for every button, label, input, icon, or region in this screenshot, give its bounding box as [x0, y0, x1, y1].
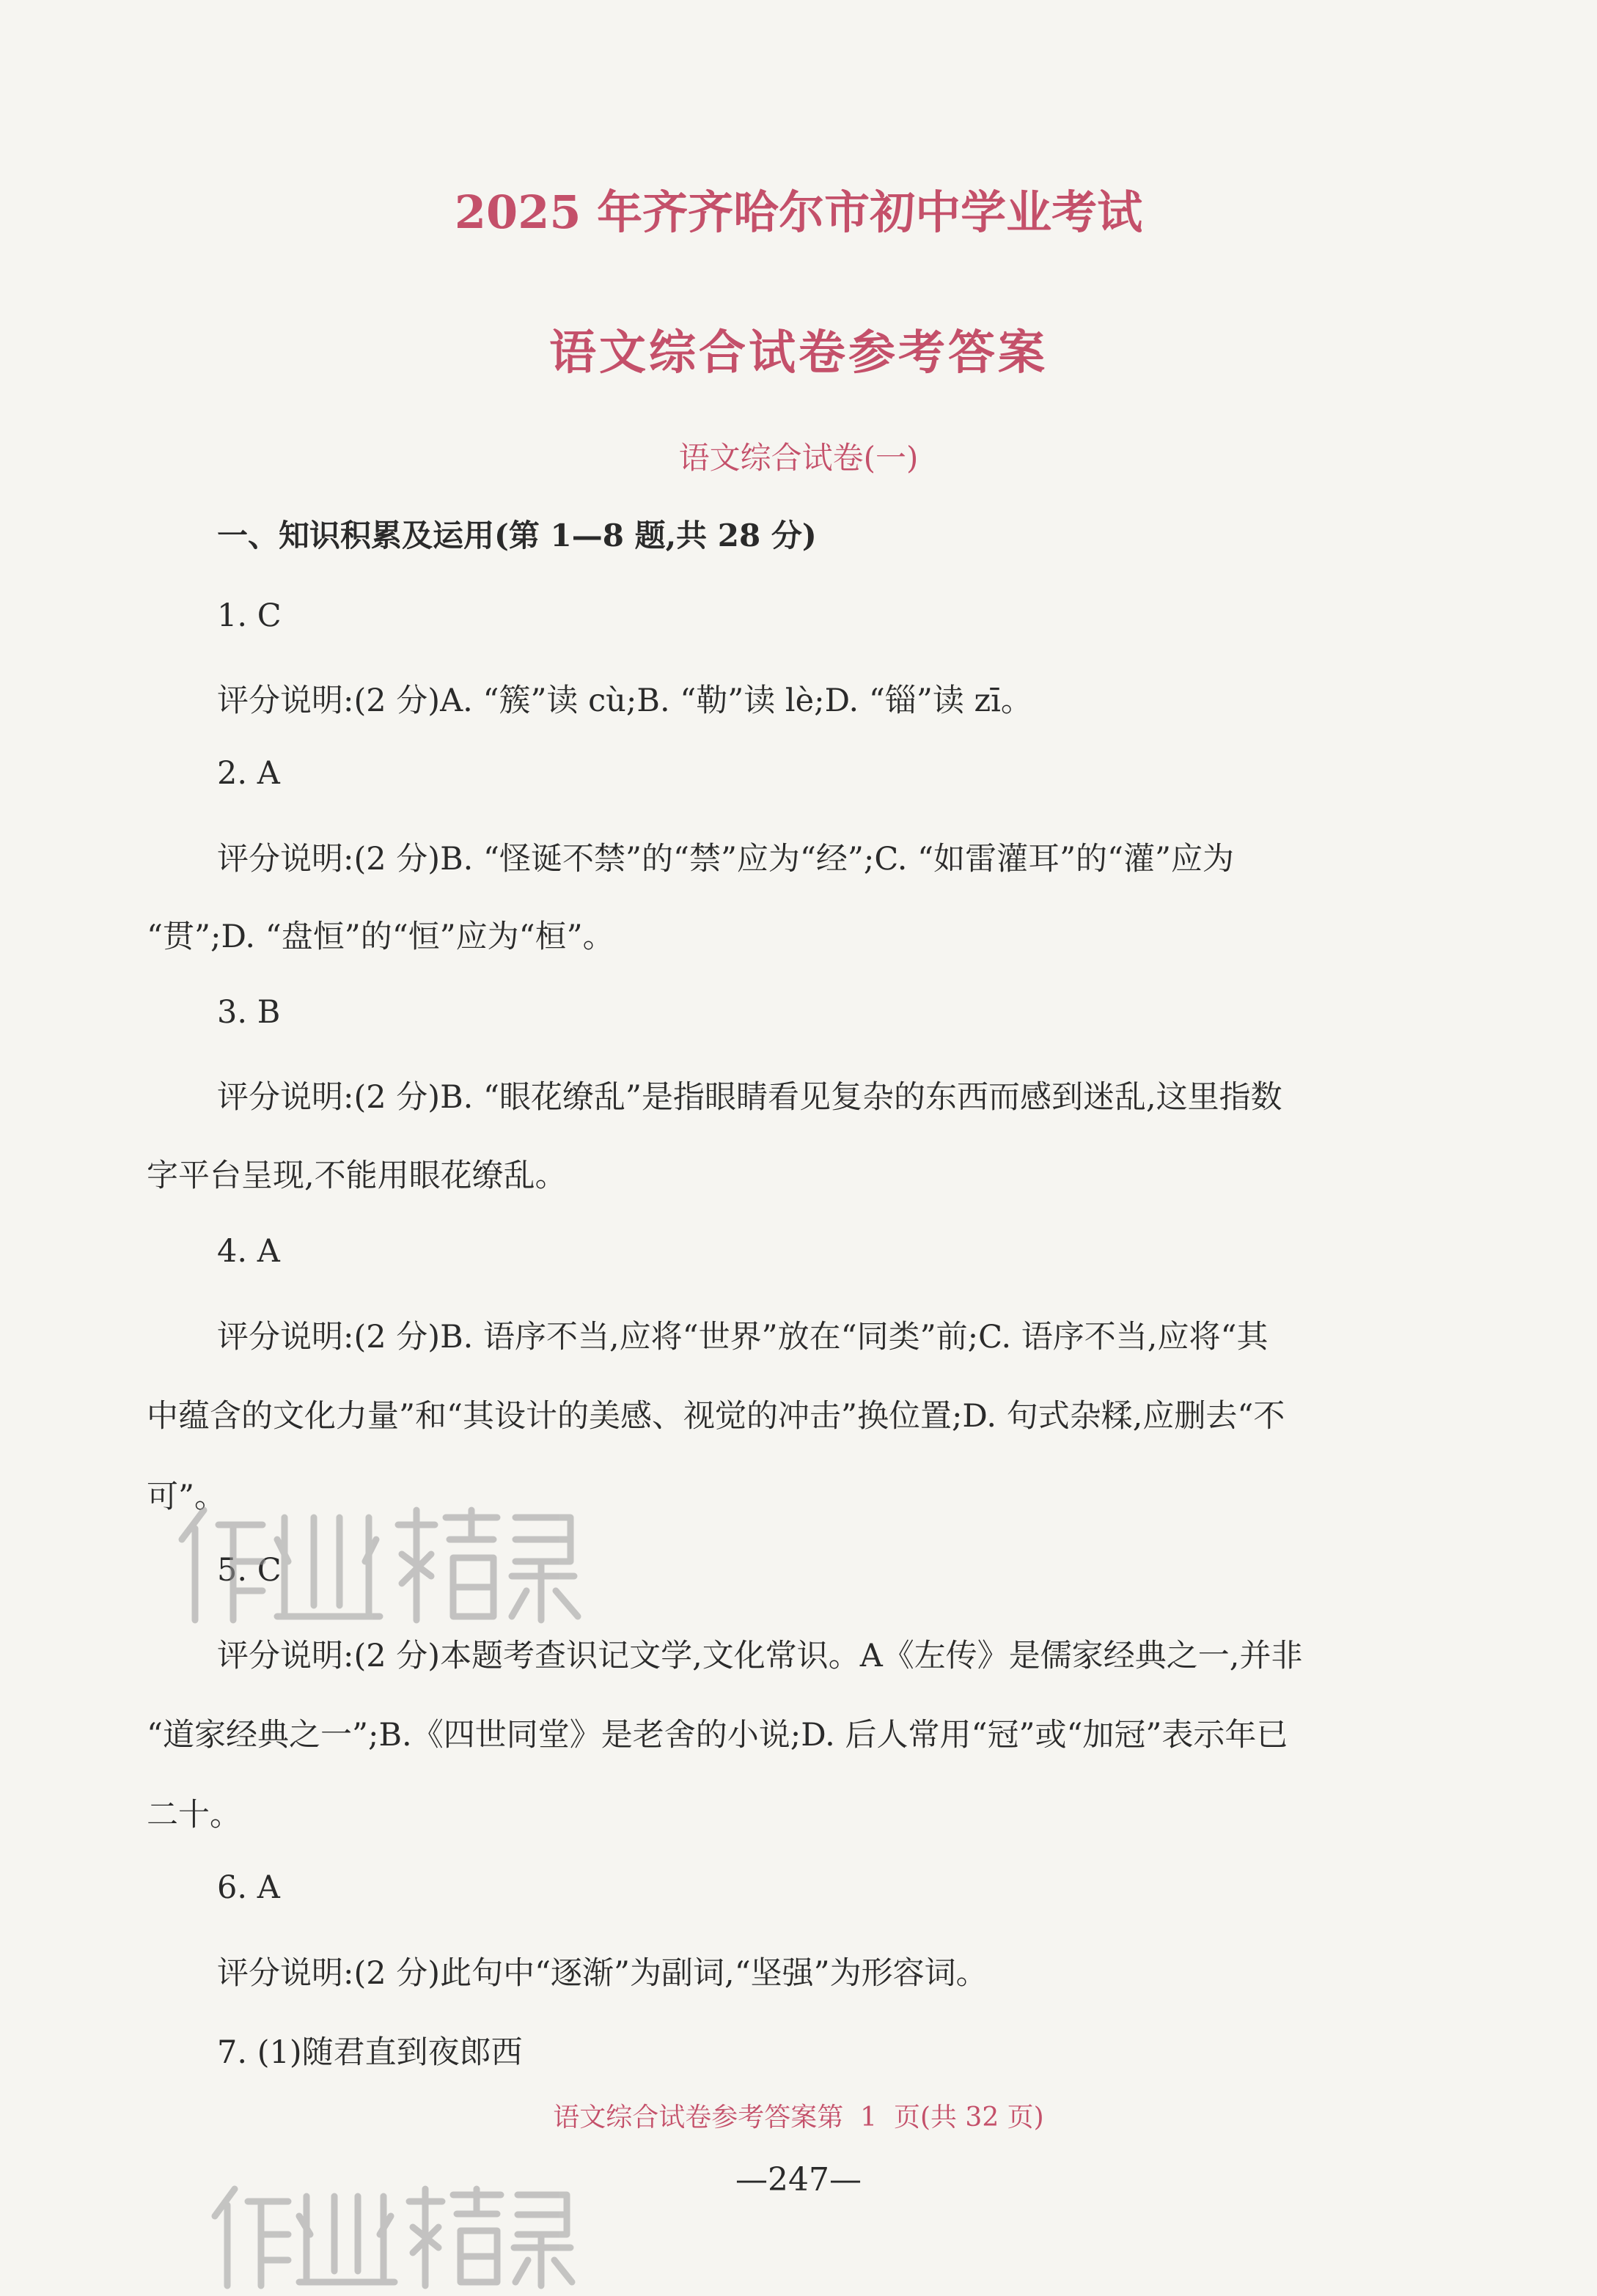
answer-7: 7. (1)随君直到夜郎西: [217, 2034, 523, 2071]
running-footer: 语文综合试卷参考答案第 1 页(共 32 页): [553, 2102, 1044, 2133]
explanation-2-line-1: 评分说明:(2 分)B. “怪诞不禁”的“禁”应为“经”;C. “如雷灌耳”的“灌”应为: [217, 841, 1235, 877]
page-number: —247—: [735, 2161, 862, 2199]
watermark-logo-mid: [160, 1495, 585, 1635]
explanation-3-line-2: 字平台呈现,不能用眼花缭乱。: [147, 1158, 567, 1194]
watermark-logo-bottom: [197, 2176, 578, 2296]
explanation-4-line-3: 可”。: [147, 1479, 226, 1515]
explanation-5-line-1: 评分说明:(2 分)本题考查识记文学,文化常识。A《左传》是儒家经典之一,并非: [217, 1638, 1303, 1674]
explanation-2-line-2: “贯”;D. “盘恒”的“恒”应为“桓”。: [147, 919, 614, 955]
section-heading: 一、知识积累及运用(第 1—8 题,共 28 分): [217, 518, 817, 553]
explanation-3-line-1: 评分说明:(2 分)B. “眼花缭乱”是指眼睛看见复杂的东西而感到迷乱,这里指数: [217, 1079, 1282, 1116]
paper-subtitle: 语文综合试卷(一): [678, 440, 919, 476]
answer-4: 4. A: [217, 1233, 280, 1270]
explanation-6-line-1: 评分说明:(2 分)此句中“逐渐”为副词,“坚强”为形容词。: [217, 1955, 988, 1992]
answer-3: 3. B: [217, 994, 281, 1031]
exam-title: 2025 年齐齐哈尔市初中学业考试: [454, 185, 1143, 239]
explanation-5-line-3: 二十。: [147, 1797, 241, 1833]
explanation-1-line-1: 评分说明:(2 分)A. “簇”读 cù;B. “勒”读 lè;D. “锱”读 zī。: [217, 682, 1032, 719]
explanation-5-line-2: “道家经典之一”;B.《四世同堂》是老舍的小说;D. 后人常用“冠”或“加冠”表示年已: [147, 1717, 1288, 1754]
answer-6: 6. A: [217, 1869, 280, 1906]
answer-title: 语文综合试卷参考答案: [549, 325, 1048, 380]
explanation-4-line-2: 中蕴含的文化力量”和“其设计的美感、视觉的冲击”换位置;D. 句式杂糅,应删去“不: [147, 1398, 1285, 1435]
explanation-4-line-1: 评分说明:(2 分)B. 语序不当,应将“世界”放在“同类”前;C. 语序不当,应将“其: [217, 1319, 1269, 1355]
answer-5: 5. C: [217, 1552, 282, 1589]
answer-2: 2. A: [217, 755, 280, 792]
answer-1: 1. C: [217, 597, 282, 634]
